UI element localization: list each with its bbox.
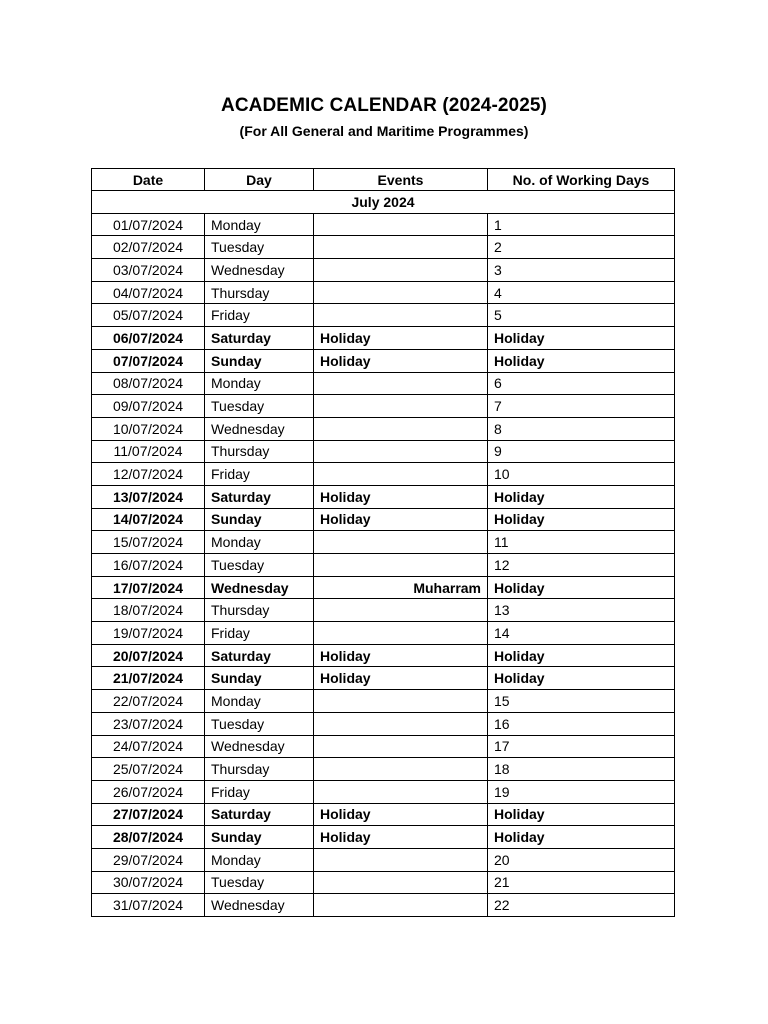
- cell-event: [314, 780, 488, 803]
- cell-date: 19/07/2024: [92, 622, 205, 645]
- cell-event: [314, 690, 488, 713]
- table-row: [92, 372, 675, 395]
- table-row: [92, 712, 675, 735]
- cell-working-days: 19: [488, 780, 675, 803]
- cell-date: 16/07/2024: [92, 554, 205, 577]
- cell-working-days: 11: [488, 531, 675, 554]
- table-row: [92, 780, 675, 803]
- cell-event: [314, 622, 488, 645]
- cell-date: 23/07/2024: [92, 712, 205, 735]
- cell-day: Wednesday: [205, 735, 314, 758]
- cell-date: 07/07/2024: [92, 349, 205, 372]
- cell-day: Sunday: [205, 349, 314, 372]
- table-row: [92, 395, 675, 418]
- cell-working-days: 10: [488, 463, 675, 486]
- cell-working-days: Holiday: [488, 644, 675, 667]
- cell-day: Saturday: [205, 644, 314, 667]
- cell-day: Monday: [205, 848, 314, 871]
- table-row: [92, 735, 675, 758]
- cell-event: Holiday: [314, 349, 488, 372]
- cell-working-days: 17: [488, 735, 675, 758]
- cell-day: Friday: [205, 463, 314, 486]
- cell-working-days: Holiday: [488, 508, 675, 531]
- cell-working-days: 3: [488, 259, 675, 282]
- header-events: Events: [314, 169, 488, 191]
- table-row: [92, 508, 675, 531]
- cell-event: [314, 281, 488, 304]
- cell-date: 26/07/2024: [92, 780, 205, 803]
- header-working-days: No. of Working Days: [488, 169, 675, 191]
- header-day: Day: [205, 169, 314, 191]
- cell-event: Muharram: [314, 576, 488, 599]
- table-row: [92, 848, 675, 871]
- table-row: [92, 531, 675, 554]
- cell-date: 14/07/2024: [92, 508, 205, 531]
- cell-day: Friday: [205, 304, 314, 327]
- table-row: [92, 213, 675, 236]
- cell-day: Thursday: [205, 758, 314, 781]
- table-row: [92, 644, 675, 667]
- cell-day: Tuesday: [205, 712, 314, 735]
- cell-date: 20/07/2024: [92, 644, 205, 667]
- cell-event: [314, 554, 488, 577]
- cell-event: [314, 395, 488, 418]
- cell-day: Monday: [205, 213, 314, 236]
- cell-day: Saturday: [205, 327, 314, 350]
- table-row: [92, 236, 675, 259]
- cell-event: Holiday: [314, 803, 488, 826]
- cell-working-days: 21: [488, 871, 675, 894]
- cell-day: Monday: [205, 531, 314, 554]
- table-row: [92, 894, 675, 917]
- cell-day: Thursday: [205, 281, 314, 304]
- table-row: [92, 758, 675, 781]
- cell-day: Friday: [205, 780, 314, 803]
- cell-working-days: 16: [488, 712, 675, 735]
- table-row: [92, 259, 675, 282]
- page-title: ACADEMIC CALENDAR (2024-2025): [221, 95, 547, 116]
- cell-event: Holiday: [314, 644, 488, 667]
- table-row: [92, 599, 675, 622]
- cell-event: [314, 758, 488, 781]
- cell-date: 08/07/2024: [92, 372, 205, 395]
- cell-event: Holiday: [314, 826, 488, 849]
- cell-event: [314, 894, 488, 917]
- cell-date: 11/07/2024: [92, 440, 205, 463]
- cell-working-days: 18: [488, 758, 675, 781]
- cell-working-days: 20: [488, 848, 675, 871]
- table-row: [92, 554, 675, 577]
- table-row: [92, 803, 675, 826]
- cell-date: 21/07/2024: [92, 667, 205, 690]
- cell-event: [314, 213, 488, 236]
- cell-date: 01/07/2024: [92, 213, 205, 236]
- cell-date: 09/07/2024: [92, 395, 205, 418]
- cell-working-days: 15: [488, 690, 675, 713]
- cell-day: Monday: [205, 372, 314, 395]
- cell-event: [314, 531, 488, 554]
- cell-day: Wednesday: [205, 576, 314, 599]
- page-subtitle: (For All General and Maritime Programmes): [239, 123, 529, 139]
- cell-day: Sunday: [205, 667, 314, 690]
- cell-date: 18/07/2024: [92, 599, 205, 622]
- cell-working-days: Holiday: [488, 803, 675, 826]
- table-row: [92, 463, 675, 486]
- cell-event: [314, 735, 488, 758]
- table-row: [92, 304, 675, 327]
- cell-day: Sunday: [205, 508, 314, 531]
- cell-event: [314, 463, 488, 486]
- cell-day: Tuesday: [205, 395, 314, 418]
- cell-event: Holiday: [314, 508, 488, 531]
- table-row: [92, 690, 675, 713]
- cell-working-days: Holiday: [488, 349, 675, 372]
- cell-working-days: 13: [488, 599, 675, 622]
- cell-event: [314, 236, 488, 259]
- table-row: [92, 417, 675, 440]
- cell-day: Saturday: [205, 485, 314, 508]
- table-row: [92, 871, 675, 894]
- header-date: Date: [92, 169, 205, 191]
- cell-working-days: Holiday: [488, 826, 675, 849]
- cell-date: 22/07/2024: [92, 690, 205, 713]
- cell-event: [314, 440, 488, 463]
- cell-event: Holiday: [314, 485, 488, 508]
- month-label: July 2024: [92, 191, 675, 214]
- cell-date: 04/07/2024: [92, 281, 205, 304]
- cell-working-days: 6: [488, 372, 675, 395]
- cell-event: [314, 599, 488, 622]
- cell-day: Thursday: [205, 599, 314, 622]
- cell-day: Wednesday: [205, 259, 314, 282]
- cell-event: [314, 304, 488, 327]
- cell-working-days: 22: [488, 894, 675, 917]
- cell-day: Saturday: [205, 803, 314, 826]
- cell-day: Tuesday: [205, 554, 314, 577]
- cell-date: 10/07/2024: [92, 417, 205, 440]
- cell-date: 17/07/2024: [92, 576, 205, 599]
- cell-date: 03/07/2024: [92, 259, 205, 282]
- cell-date: 31/07/2024: [92, 894, 205, 917]
- cell-working-days: 2: [488, 236, 675, 259]
- table-row: [92, 349, 675, 372]
- cell-day: Wednesday: [205, 894, 314, 917]
- cell-event: [314, 372, 488, 395]
- calendar-table: [91, 168, 675, 917]
- cell-date: 30/07/2024: [92, 871, 205, 894]
- table-row: [92, 485, 675, 508]
- cell-date: 05/07/2024: [92, 304, 205, 327]
- cell-working-days: Holiday: [488, 576, 675, 599]
- cell-event: [314, 417, 488, 440]
- cell-working-days: 9: [488, 440, 675, 463]
- table-row: [92, 327, 675, 350]
- cell-working-days: 8: [488, 417, 675, 440]
- table-row: [92, 440, 675, 463]
- cell-date: 15/07/2024: [92, 531, 205, 554]
- cell-event: Holiday: [314, 327, 488, 350]
- cell-event: [314, 259, 488, 282]
- cell-working-days: 4: [488, 281, 675, 304]
- cell-working-days: 5: [488, 304, 675, 327]
- cell-date: 29/07/2024: [92, 848, 205, 871]
- cell-date: 12/07/2024: [92, 463, 205, 486]
- cell-date: 28/07/2024: [92, 826, 205, 849]
- calendar-body: [92, 191, 675, 917]
- cell-day: Tuesday: [205, 871, 314, 894]
- cell-day: Thursday: [205, 440, 314, 463]
- cell-day: Sunday: [205, 826, 314, 849]
- cell-working-days: 1: [488, 213, 675, 236]
- table-row: [92, 281, 675, 304]
- table-row: [92, 576, 675, 599]
- table-row: [92, 826, 675, 849]
- cell-date: 02/07/2024: [92, 236, 205, 259]
- cell-working-days: 12: [488, 554, 675, 577]
- cell-event: [314, 871, 488, 894]
- cell-date: 06/07/2024: [92, 327, 205, 350]
- cell-date: 13/07/2024: [92, 485, 205, 508]
- cell-working-days: 7: [488, 395, 675, 418]
- cell-day: Friday: [205, 622, 314, 645]
- cell-date: 25/07/2024: [92, 758, 205, 781]
- cell-day: Monday: [205, 690, 314, 713]
- cell-working-days: Holiday: [488, 327, 675, 350]
- cell-day: Tuesday: [205, 236, 314, 259]
- cell-working-days: 14: [488, 622, 675, 645]
- table-row: [92, 667, 675, 690]
- cell-event: [314, 712, 488, 735]
- month-row: [92, 191, 675, 214]
- cell-event: [314, 848, 488, 871]
- cell-date: 24/07/2024: [92, 735, 205, 758]
- header-row: [92, 169, 675, 191]
- cell-date: 27/07/2024: [92, 803, 205, 826]
- cell-event: Holiday: [314, 667, 488, 690]
- table-row: [92, 622, 675, 645]
- cell-working-days: Holiday: [488, 667, 675, 690]
- cell-working-days: Holiday: [488, 485, 675, 508]
- cell-day: Wednesday: [205, 417, 314, 440]
